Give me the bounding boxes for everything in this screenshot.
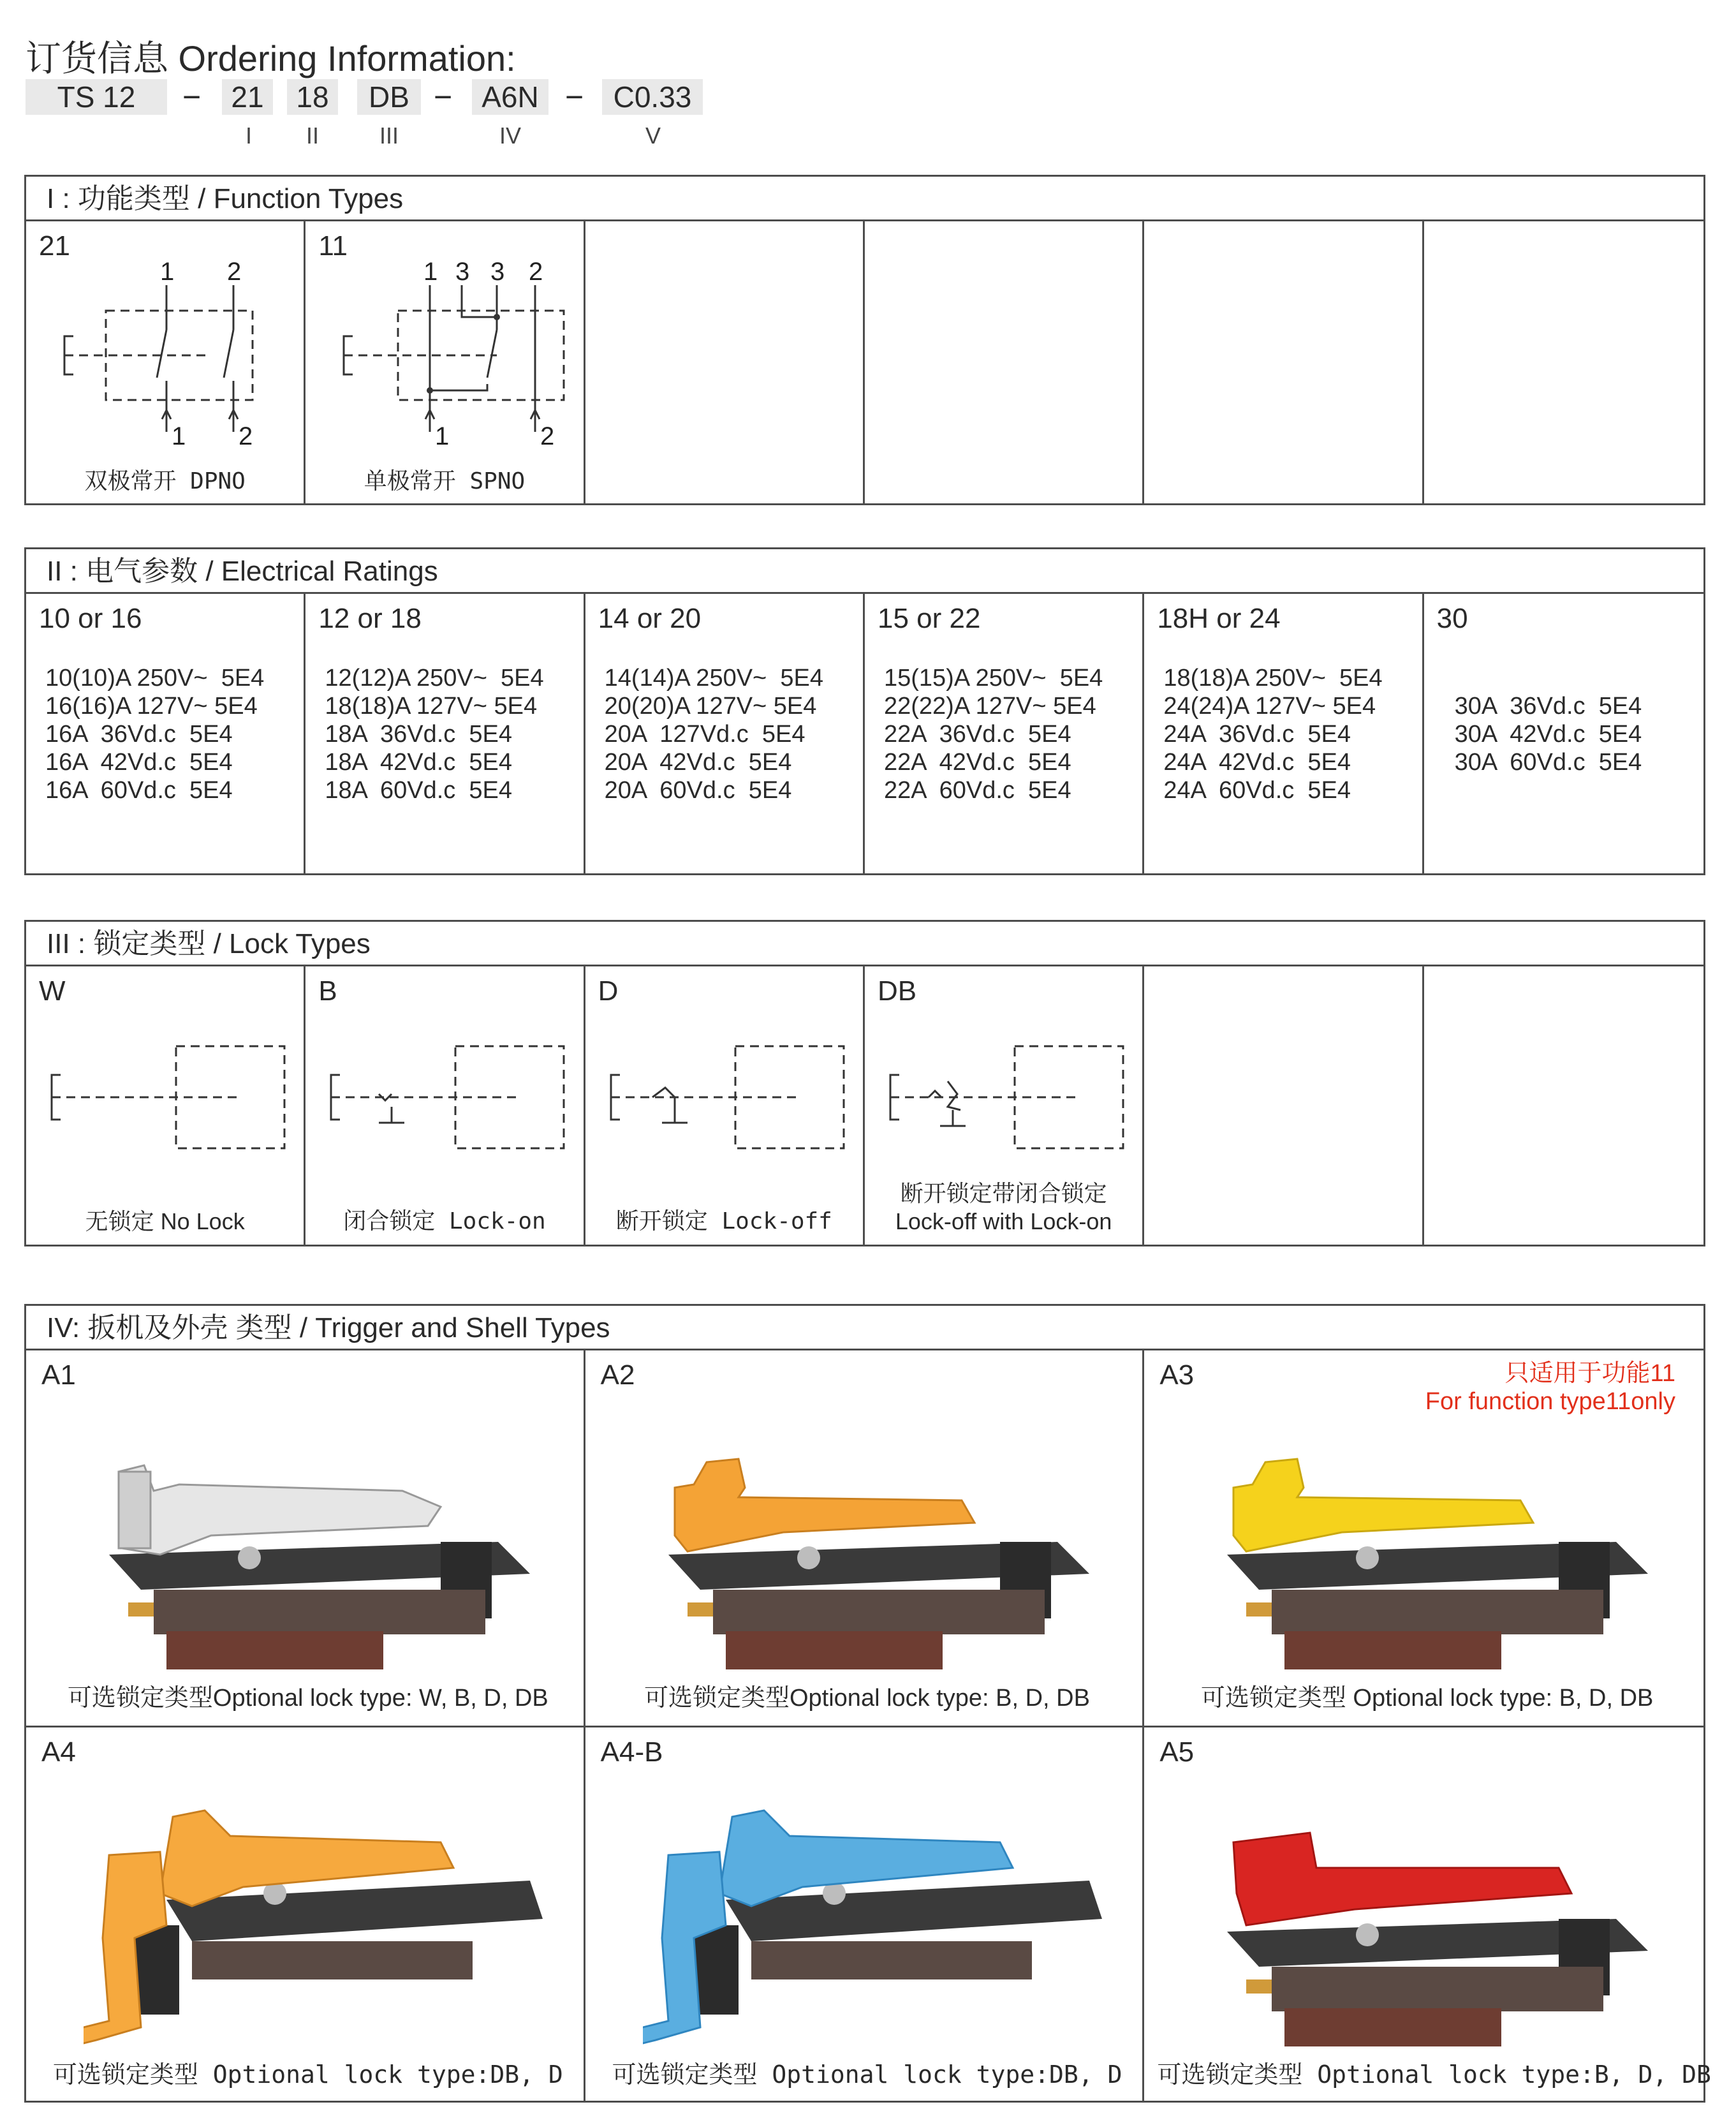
code-cable: C0.33 bbox=[602, 79, 703, 115]
trigger-caption: 可选锁定类型 Optional lock type: B, D, DB bbox=[1200, 1685, 1654, 1712]
lock-off-diagram bbox=[605, 1037, 853, 1158]
switch-a2-image bbox=[643, 1421, 1102, 1689]
rating-list bbox=[605, 664, 823, 804]
trigger-cell-a4 bbox=[26, 1728, 585, 2103]
empty-cell bbox=[1424, 221, 1703, 503]
roman-iv: IV bbox=[499, 122, 521, 149]
rating-cell bbox=[305, 594, 585, 873]
code-trigger: A6N bbox=[472, 79, 548, 115]
empty-cell bbox=[1144, 221, 1423, 503]
trigger-caption: 可选锁定类型 Optional lock type:DB, D bbox=[612, 2061, 1122, 2089]
trigger-code: A4 bbox=[41, 1736, 76, 1768]
rating-code: 18H or 24 bbox=[1157, 603, 1281, 634]
function-caption: 双极常开 DPNO bbox=[84, 468, 246, 494]
terminal-label: 1 bbox=[172, 422, 186, 450]
roman-ii: II bbox=[305, 122, 319, 149]
lock-caption: 无锁定 No Lock bbox=[85, 1208, 245, 1234]
rating-line: 30A 60Vd.c 5E4 bbox=[1454, 749, 1642, 776]
trigger-caption: 可选锁定类型Optional lock type: W, B, D, DB bbox=[67, 1685, 548, 1712]
rating-line: 16A 36Vd.c 5E4 bbox=[45, 721, 233, 748]
empty-cell bbox=[1144, 966, 1423, 1245]
lock-code: D bbox=[598, 975, 619, 1007]
roman-iii: III bbox=[379, 122, 399, 149]
lock-caption: 闭合锁定 Lock-on bbox=[343, 1208, 546, 1234]
code-dash: − bbox=[182, 79, 202, 115]
rating-line: 14(14)A 250V~ 5E4 bbox=[604, 665, 823, 692]
rating-line: 30A 36Vd.c 5E4 bbox=[1454, 693, 1642, 720]
rating-line: 18(18)A 127V~ 5E4 bbox=[325, 693, 538, 720]
roman-v: V bbox=[645, 122, 661, 149]
lock-types-section bbox=[24, 920, 1705, 1247]
section-heading: IV: 扳机及外壳 类型 / Trigger and Shell Types bbox=[26, 1306, 1703, 1350]
section-heading: I : 功能类型 / Function Types bbox=[26, 177, 1703, 221]
lock-cell-w bbox=[26, 966, 305, 1245]
rating-code: 14 or 20 bbox=[598, 603, 702, 634]
rating-line: 18A 60Vd.c 5E4 bbox=[325, 777, 512, 804]
switch-a4-image bbox=[84, 1798, 543, 2066]
terminal-label: 2 bbox=[529, 260, 543, 286]
terminal-label: 3 bbox=[455, 260, 470, 286]
rating-code: 12 or 18 bbox=[318, 603, 422, 634]
rating-cell bbox=[26, 594, 305, 873]
terminal-label: 3 bbox=[490, 260, 505, 286]
lock-code: DB bbox=[877, 975, 917, 1007]
trigger-caption: 可选锁定类型 Optional lock type:DB, D bbox=[52, 2061, 563, 2089]
terminal-label: 2 bbox=[239, 422, 253, 450]
lock-on-diagram bbox=[325, 1037, 573, 1158]
empty-cell bbox=[585, 221, 865, 503]
code-prefix: TS 12 bbox=[26, 79, 167, 115]
rating-line: 24A 60Vd.c 5E4 bbox=[1163, 777, 1351, 804]
switch-a5-image bbox=[1202, 1798, 1661, 2066]
rating-list bbox=[1455, 664, 1642, 776]
trigger-cell-a5 bbox=[1144, 1728, 1711, 2103]
trigger-caption: 可选锁定类型Optional lock type: B, D, DB bbox=[644, 1685, 1090, 1712]
rating-line: 22A 42Vd.c 5E4 bbox=[883, 749, 1071, 776]
function-code: 21 bbox=[39, 230, 70, 262]
rating-line: 22A 36Vd.c 5E4 bbox=[883, 721, 1071, 748]
trigger-code: A3 bbox=[1159, 1359, 1195, 1391]
function-code: 11 bbox=[318, 230, 348, 262]
trigger-caption: 可选锁定类型 Optional lock type:B, D, DB bbox=[1157, 2061, 1711, 2089]
rating-list bbox=[45, 664, 264, 804]
rating-line: 24A 36Vd.c 5E4 bbox=[1163, 721, 1351, 748]
lock-caption bbox=[865, 1180, 1142, 1236]
trigger-code: A4-B bbox=[600, 1736, 663, 1768]
rating-line: 10(10)A 250V~ 5E4 bbox=[45, 665, 265, 692]
electrical-ratings-section bbox=[24, 547, 1705, 875]
function-cell-11 bbox=[305, 221, 585, 503]
code-dash: − bbox=[434, 79, 453, 115]
function-restriction-note: 只适用于功能11 For function type11only bbox=[1425, 1360, 1675, 1415]
lock-cell-db bbox=[865, 966, 1144, 1245]
trigger-cell-a3 bbox=[1144, 1350, 1703, 1726]
rating-line: 22(22)A 127V~ 5E4 bbox=[883, 693, 1096, 720]
function-cell-21 bbox=[26, 221, 305, 503]
rating-list bbox=[325, 664, 543, 804]
terminal-label: 2 bbox=[540, 422, 555, 450]
rating-code: 30 bbox=[1436, 603, 1468, 634]
rating-line: 18A 36Vd.c 5E4 bbox=[325, 721, 512, 748]
section-heading: III : 锁定类型 / Lock Types bbox=[26, 922, 1703, 966]
rating-cell bbox=[1424, 594, 1703, 873]
lock-off-with-lock-on-diagram bbox=[884, 1037, 1133, 1158]
switch-a3-image bbox=[1202, 1421, 1661, 1689]
code-lock: DB bbox=[357, 79, 421, 115]
dpno-diagram bbox=[45, 260, 294, 451]
lock-caption-text: 断开锁定带闭合锁定 Lock-off with Lock-on bbox=[895, 1180, 1112, 1234]
page-title: 订货信息 Ordering Information: bbox=[26, 38, 516, 78]
rating-line: 20(20)A 127V~ 5E4 bbox=[604, 693, 817, 720]
rating-line: 20A 42Vd.c 5E4 bbox=[604, 749, 792, 776]
trigger-code: A5 bbox=[1159, 1736, 1195, 1768]
rating-line: 12(12)A 250V~ 5E4 bbox=[325, 665, 544, 692]
terminal-label: 1 bbox=[423, 260, 438, 286]
lock-code: W bbox=[39, 975, 66, 1007]
rating-line: 22A 60Vd.c 5E4 bbox=[883, 777, 1071, 804]
rating-line: 16A 60Vd.c 5E4 bbox=[45, 777, 233, 804]
rating-cell bbox=[585, 594, 865, 873]
terminal-label: 2 bbox=[227, 260, 242, 286]
rating-line: 24A 42Vd.c 5E4 bbox=[1163, 749, 1351, 776]
terminal-label: 1 bbox=[435, 422, 450, 450]
rating-cell bbox=[1144, 594, 1423, 873]
section-heading: II : 电气参数 / Electrical Ratings bbox=[26, 549, 1703, 594]
rating-list bbox=[884, 664, 1103, 804]
empty-cell bbox=[865, 221, 1144, 503]
rating-line: 30A 42Vd.c 5E4 bbox=[1454, 721, 1642, 748]
rating-line: 24(24)A 127V~ 5E4 bbox=[1163, 693, 1376, 720]
trigger-shell-section bbox=[24, 1304, 1711, 2103]
trigger-cell-a1 bbox=[26, 1350, 585, 1726]
rating-code: 15 or 22 bbox=[877, 603, 981, 634]
function-types-section bbox=[24, 175, 1705, 505]
rating-code: 10 or 16 bbox=[39, 603, 142, 634]
rating-list bbox=[1163, 664, 1382, 804]
rating-line: 20A 60Vd.c 5E4 bbox=[604, 777, 792, 804]
code-function: 21 bbox=[222, 79, 273, 115]
lock-cell-d bbox=[585, 966, 865, 1245]
function-caption: 单极常开 SPNO bbox=[364, 468, 526, 494]
rating-line: 18(18)A 250V~ 5E4 bbox=[1163, 665, 1383, 692]
trigger-code: A2 bbox=[600, 1359, 635, 1391]
code-dash: − bbox=[565, 79, 584, 115]
switch-a1-image bbox=[84, 1421, 543, 1689]
rating-cell bbox=[865, 594, 1144, 873]
lock-code: B bbox=[318, 975, 337, 1007]
switch-a4-b-image bbox=[643, 1798, 1102, 2066]
spno-diagram bbox=[325, 260, 573, 451]
rating-line bbox=[1455, 664, 1642, 692]
rating-line: 20A 127Vd.c 5E4 bbox=[604, 721, 805, 748]
trigger-cell-a2 bbox=[585, 1350, 1145, 1726]
rating-line: 16A 42Vd.c 5E4 bbox=[45, 749, 233, 776]
rating-line: 15(15)A 250V~ 5E4 bbox=[883, 665, 1103, 692]
terminal-label: 1 bbox=[160, 260, 175, 286]
trigger-cell-a4-b bbox=[585, 1728, 1145, 2103]
code-rating: 18 bbox=[287, 79, 338, 115]
roman-i: I bbox=[245, 122, 252, 149]
lock-caption: 断开锁定 Lock-off bbox=[615, 1208, 832, 1234]
no-lock-diagram bbox=[45, 1037, 294, 1158]
rating-line: 18A 42Vd.c 5E4 bbox=[325, 749, 512, 776]
trigger-code: A1 bbox=[41, 1359, 76, 1391]
empty-cell bbox=[1424, 966, 1703, 1245]
rating-line: 16(16)A 127V~ 5E4 bbox=[45, 693, 258, 720]
lock-cell-b bbox=[305, 966, 585, 1245]
